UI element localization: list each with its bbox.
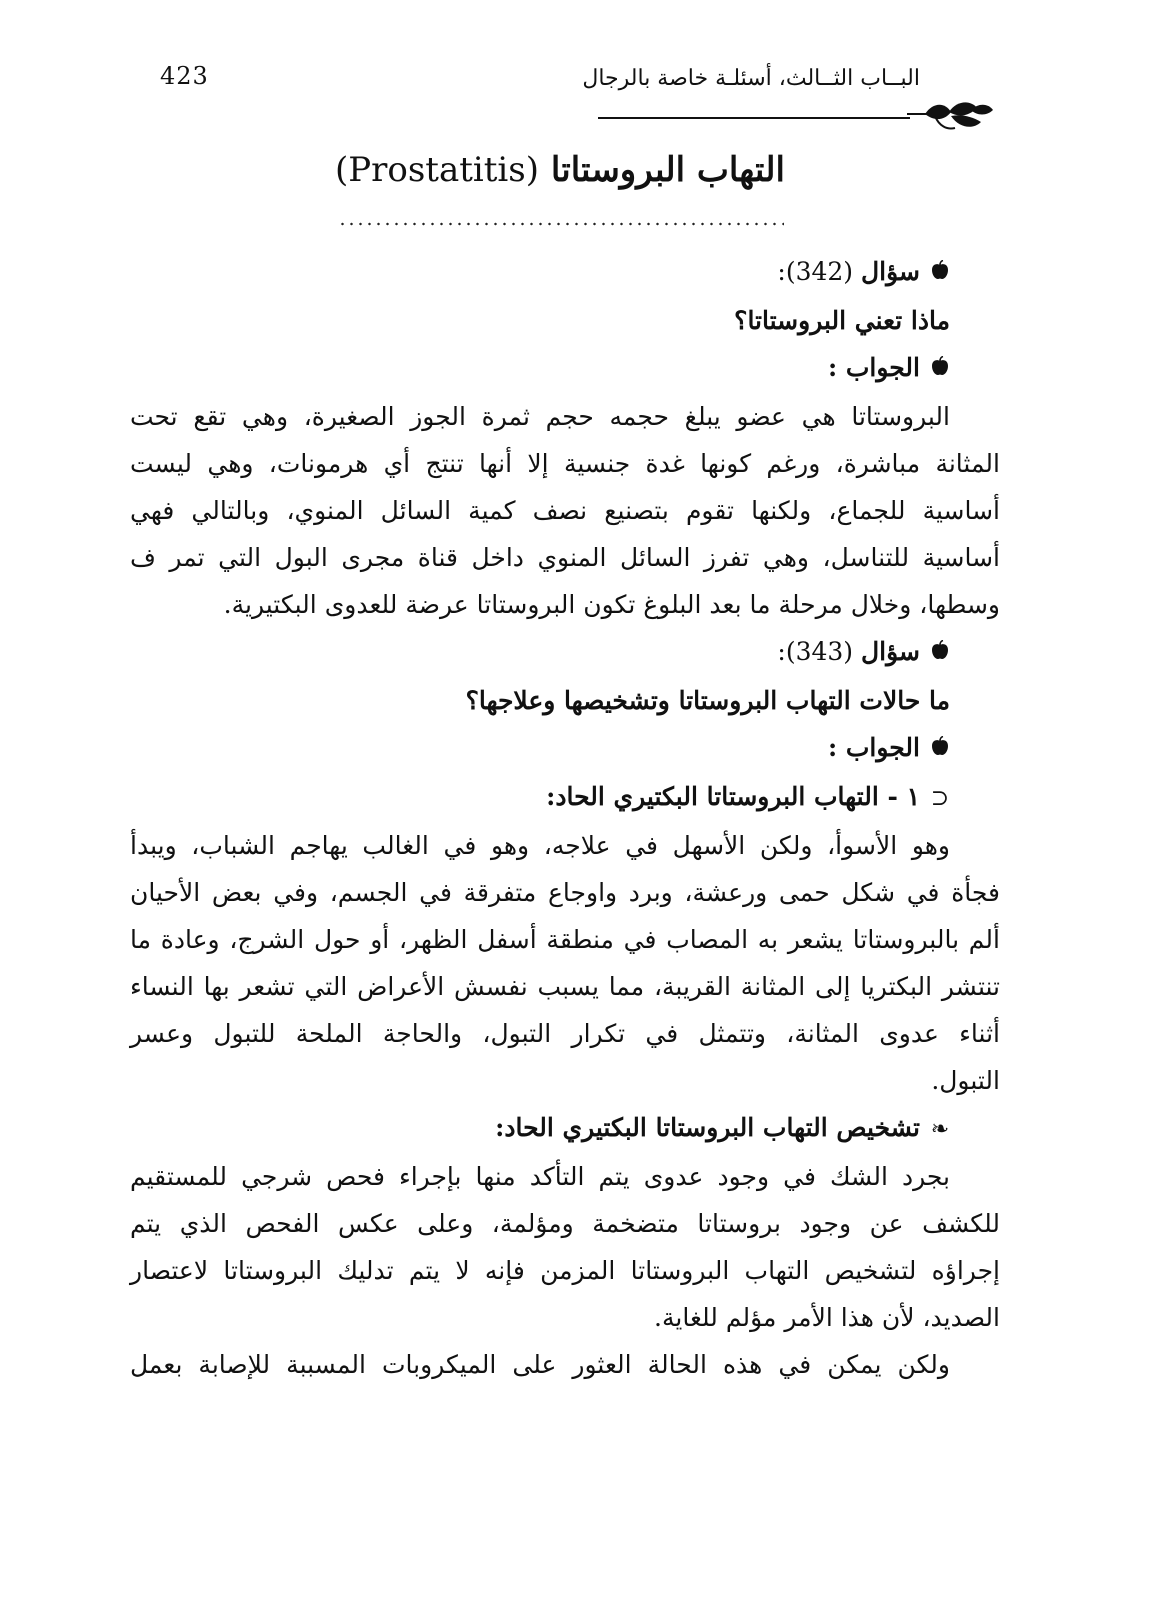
answer-label: الجواب : [827,353,920,382]
c-shape-icon: ⊂ [930,786,950,811]
page-title [130,150,990,190]
section-heading [130,773,1000,822]
answer-line: البروستاتا هي عضو يبلغ حجمه حجم ثمرة الجوز الصغيرة، وهي تقع تحت [130,402,950,431]
apple-icon [930,250,950,297]
apple-icon [930,630,950,677]
section-line: التبول. [931,1066,1000,1095]
title-arabic: التهاب البروستاتا [550,150,785,190]
section-line: فجأة في شكل حمى ورعشة، وبرد واوجاع متفرقة في الجسم، وفي بعض الأحيان [130,878,1000,907]
page-body [130,248,1000,1388]
section-line: ألم بالبروستاتا يشعر به المصاب في منطقة أسفل الظهر، أو حول الشرج، وعادة ما [130,925,1000,954]
question-label: سؤال [861,637,920,666]
title-latin: (Prostatitis) [334,150,540,190]
running-head: البــاب الثــالث، أسئلـة خاصة بالرجال [582,66,920,91]
diagnosis-heading-text: تشخيص التهاب البروستاتا البكتيري الحاد: [495,1113,920,1142]
apple-icon [930,726,950,773]
answer-line: المثانة مباشرة، ورغم كونها غدة جنسية إلا أنها تنتج أي هرمونات، وهي ليست [130,449,1000,478]
answer-label: الجواب : [827,733,920,762]
question-heading [130,628,1000,677]
apple-icon [930,346,950,393]
question-heading [130,248,1000,297]
question-number: (342) [785,257,854,286]
section-line: أثناء عدوى المثانة، وتتمثل في تكرار التبول، والحاجة الملحة للتبول وعسر [130,1019,1000,1048]
diagnosis-line: للكشف عن وجود بروستاتا متضخمة ومؤلمة، وعلى عكس الفحص الذي يتم [130,1209,1000,1238]
section-heading-text: ١ - التهاب البروستاتا البكتيري الحاد: [546,782,920,811]
answer-heading [130,724,1000,773]
section-line: تنتشر البكتريا إلى المثانة القريبة، مما يسبب نفسش الأعراض التي تشعر بها النساء [130,972,1000,1001]
page-number: 423 [160,62,209,90]
answer-line: وسطها، وخلال مرحلة ما بعد البلوغ تكون البروستاتا عرضة للعدوى البكتيرية. [223,590,1000,619]
diagnosis-line: إجراؤه لتشخيص التهاب البروستاتا المزمن فإنه لا يتم تدليك البروستاتا لاعتصار [130,1256,1000,1285]
final-line: ولكن يمكن في هذه الحالة العثور على الميكروبات المسببة للإصابة بعمل [130,1350,950,1379]
diagnosis-line: الصديد، لأن هذا الأمر مؤلم للغاية. [654,1303,1000,1332]
question-text: ماذا تعني البروستاتا؟ [734,306,950,335]
answer-line: أساسية للجماع، ولكنها تقوم بتصنيع نصف كمية السائل المنوي، وبالتالي فهي [130,496,1000,525]
question-label: سؤال [861,257,920,286]
answer-line: أساسية للتناسل، وهي تفرز السائل المنوي داخل قناة مجرى البول التي تمر ف [130,543,1000,572]
diagnosis-heading [130,1104,1000,1153]
dotted-divider [338,222,784,226]
leaf-icon: ❧ [930,1117,950,1142]
page-header [130,62,990,102]
question-text: ما حالات التهاب البروستاتا وتشخيصها وعلاجها؟ [465,686,950,715]
question-colon: : [777,257,786,286]
question-number: (343) [785,637,854,666]
section-line: وهو الأسوأ، ولكن الأسهل في علاجه، وهو في الغالب يهاجم الشباب، ويبدأ [130,831,950,860]
answer-heading [130,344,1000,393]
header-rule [598,117,910,119]
diagnosis-line: بجرد الشك في وجود عدوى يتم التأكد منها بإجراء فحص شرجي للمستقيم [130,1162,950,1191]
floral-ornament-icon [905,100,995,136]
question-colon: : [777,637,786,666]
